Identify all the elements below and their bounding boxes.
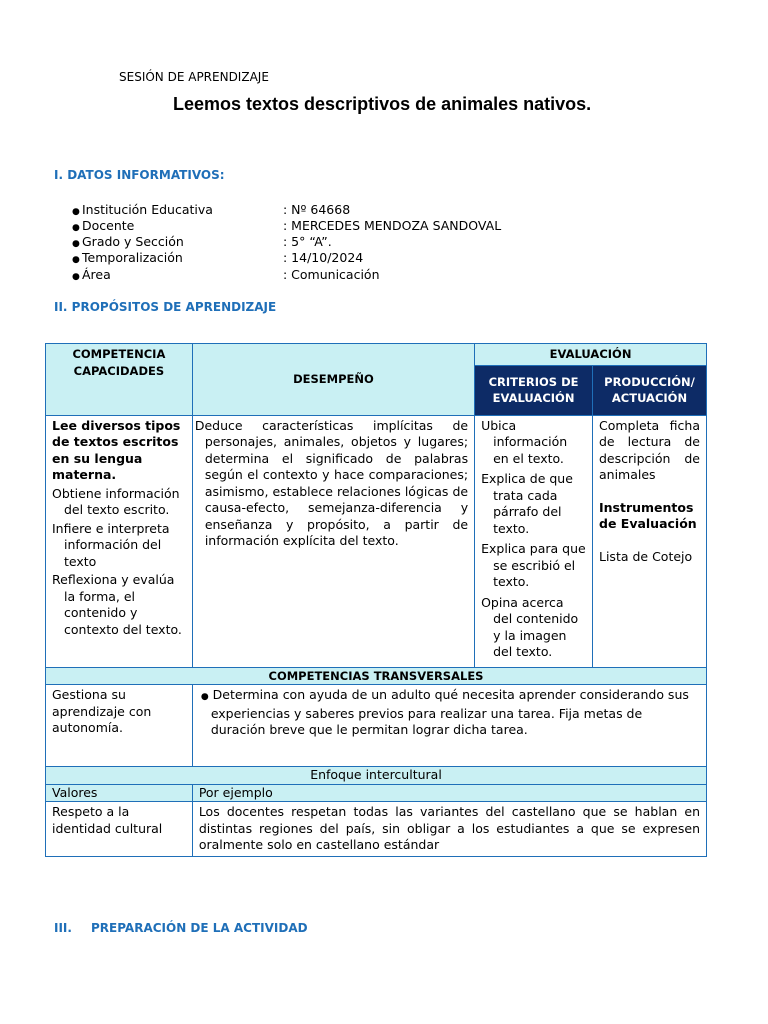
criterio-item: Explica para que se escribió el texto.: [481, 541, 586, 589]
valor-cell: Respeto a la identidad cultural: [46, 802, 193, 857]
criterio-item: Explica de que trata cada párrafo del texto.: [481, 471, 573, 536]
competencia-text: Lee diversos tipos de textos escritos en su lengua materna.: [52, 417, 181, 482]
bullet-icon: ●: [72, 239, 80, 249]
criterio-item: Opina acerca del contenido y la imagen del texto.: [481, 594, 579, 659]
valores-label: Valores: [46, 784, 193, 802]
header-produccion: PRODUCCIÓN/ ACTUACIÓN: [593, 365, 707, 415]
produccion-text: Completa ficha de lectura de descripción de animales: [599, 417, 700, 482]
info-item: ● Institución Educativa: [72, 202, 213, 220]
page-title: Leemos textos descriptivos de animales nativos.: [173, 94, 592, 114]
header-desempeno: DESEMPEÑO: [192, 344, 474, 416]
transversales-header: COMPETENCIAS TRANSVERSALES: [46, 667, 707, 685]
info-value: : MERCEDES MENDOZA SANDOVAL: [283, 218, 502, 233]
produccion-cell: [593, 415, 707, 667]
header-evaluacion: EVALUACIÓN: [475, 344, 707, 366]
bullet-icon: ●: [72, 223, 80, 233]
info-item: ● Docente: [72, 218, 134, 236]
capacidad-item: Reflexiona y evalúa la forma, el contenido y contexto del texto.: [52, 572, 182, 637]
criterio-item: Ubica información en el texto.: [481, 417, 568, 466]
session-label: SESIÓN DE APRENDIZAJE: [119, 70, 269, 84]
capacidad-item: Obtiene información del texto escrito.: [52, 485, 180, 517]
info-item: ● Grado y Sección: [72, 234, 184, 252]
bullet-icon: ●: [72, 272, 80, 282]
bullet-icon: ●: [72, 207, 80, 217]
ejemplo-cell: Los docentes respetan todas las variantes del castellano que se hablan en distintas regiones del país, sin obligar a los estudiantes a que se expresen oralmente solo en castellano estándar: [192, 802, 706, 857]
section-heading-propositos: II. PROPÓSITOS DE APRENDIZAJE: [54, 300, 277, 314]
desempeno-cell: Deduce características implícitas de personajes, animales, objetos y lugares; determina el significado de palabras según el contexto y hace comparaciones; asimismo, establece relaciones lógicas de causa-efecto, semejanza-diferencia y enseñanza y propósito, a partir de información explícita del texto.: [192, 415, 474, 667]
section-heading-preparacion: PREPARACIÓN DE LA ACTIVIDAD: [91, 921, 308, 935]
info-item: ● Temporalización: [72, 250, 183, 268]
header-competencia: COMPETENCIA CAPACIDADES: [46, 344, 193, 416]
section-heading-datos: I. DATOS INFORMATIVOS:: [54, 168, 225, 182]
info-value: : Comunicación: [283, 267, 380, 282]
info-value: : 14/10/2024: [283, 250, 364, 265]
bullet-icon: ●: [72, 255, 80, 265]
transversal-descripcion: ● Determina con ayuda de un adulto qué necesita aprender considerando sus experiencias y saberes previos para realizar una tarea. Fija metas de duración breve que le permitan lograr dicha tarea.: [192, 685, 706, 767]
competencia-cell: [46, 415, 193, 667]
info-item: ● Área: [72, 267, 111, 285]
header-criterios: CRITERIOS DE EVALUACIÓN: [475, 365, 593, 415]
ejemplo-label: Por ejemplo: [192, 784, 706, 802]
info-value: : 5° “A”.: [283, 234, 332, 249]
learning-table: [45, 343, 707, 857]
instrumento-text: Lista de Cotejo: [599, 548, 693, 564]
section-heading-preparacion-num: III.: [54, 921, 72, 935]
info-value: : Nº 64668: [283, 202, 351, 217]
criterios-cell: [475, 415, 593, 667]
instrumentos-label: Instrumentos de Evaluación: [599, 499, 697, 531]
bullet-icon: ●: [200, 692, 209, 702]
transversal-competencia: Gestiona su aprendizaje con autonomía.: [46, 685, 193, 767]
enfoque-header: Enfoque intercultural: [46, 767, 707, 785]
capacidad-item: Infiere e interpreta información del texto: [52, 520, 170, 569]
